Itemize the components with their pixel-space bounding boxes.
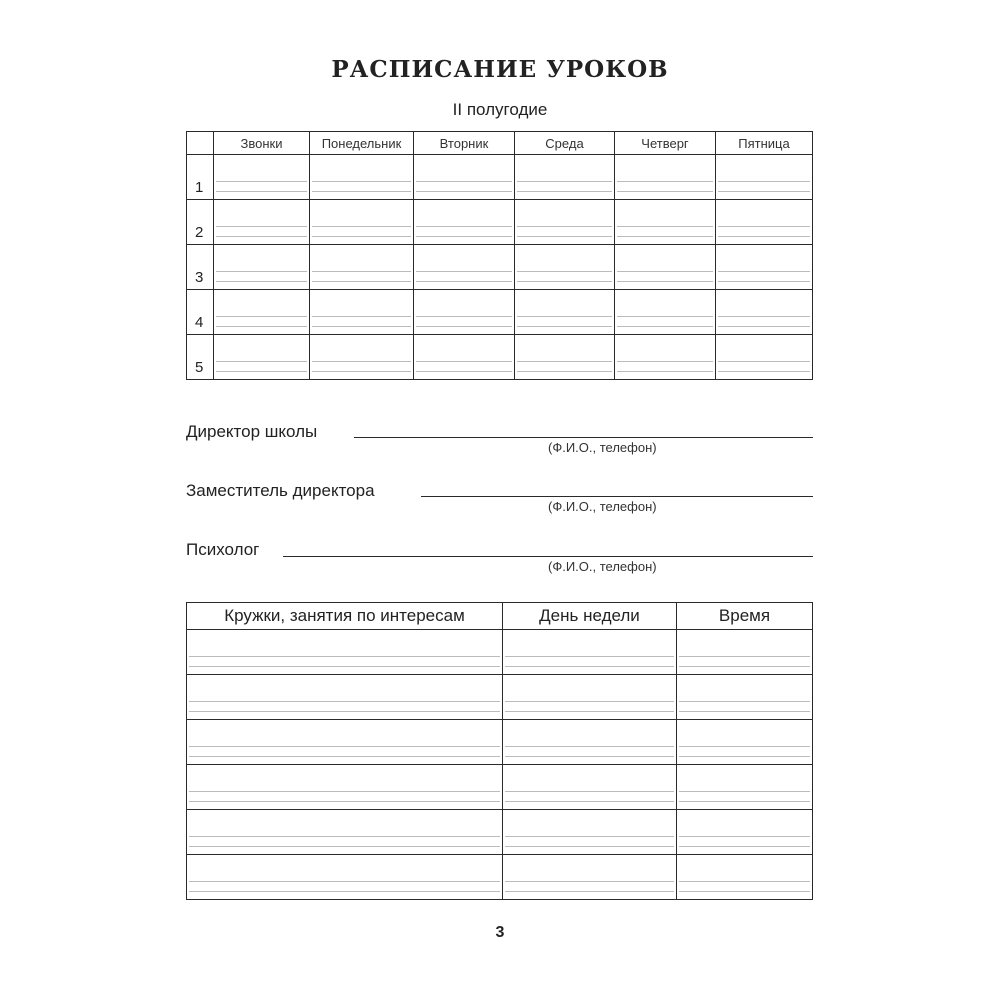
schedule-col-header: Пятница (716, 132, 813, 155)
schedule-cell[interactable] (615, 290, 716, 335)
schedule-row (187, 335, 813, 380)
clubs-cell[interactable] (677, 810, 813, 855)
lesson-number: 5 (187, 335, 214, 380)
signature-label-deputy: Заместитель директора (186, 481, 375, 500)
clubs-cell[interactable] (503, 675, 677, 720)
signature-line-director[interactable] (354, 437, 813, 438)
clubs-row (187, 810, 813, 855)
schedule-cell[interactable] (615, 200, 716, 245)
lesson-number: 1 (187, 155, 214, 200)
clubs-row (187, 630, 813, 675)
lesson-number: 2 (187, 200, 214, 245)
schedule-cell[interactable] (515, 290, 615, 335)
clubs-cell[interactable] (187, 810, 503, 855)
clubs-cell[interactable] (187, 720, 503, 765)
signature-line-psychologist[interactable] (283, 556, 813, 557)
schedule-cell[interactable] (716, 245, 813, 290)
schedule-row (187, 155, 813, 200)
clubs-row (187, 720, 813, 765)
clubs-cell[interactable] (677, 630, 813, 675)
signature-line-deputy[interactable] (421, 496, 813, 497)
lesson-number: 4 (187, 290, 214, 335)
schedule-col-header: Четверг (615, 132, 716, 155)
page-number: 3 (495, 924, 505, 941)
clubs-cell[interactable] (677, 765, 813, 810)
lesson-number: 3 (187, 245, 214, 290)
clubs-cell[interactable] (187, 765, 503, 810)
clubs-cell[interactable] (503, 630, 677, 675)
schedule-cell[interactable] (515, 155, 615, 200)
schedule-row (187, 245, 813, 290)
schedule-cell[interactable] (414, 290, 515, 335)
schedule-cell[interactable] (310, 155, 414, 200)
schedule-cell[interactable] (615, 245, 716, 290)
schedule-cell[interactable] (515, 245, 615, 290)
schedule-cell[interactable] (214, 245, 310, 290)
clubs-cell[interactable] (187, 855, 503, 900)
schedule-cell[interactable] (515, 335, 615, 380)
schedule-cell[interactable] (214, 200, 310, 245)
clubs-cell[interactable] (677, 720, 813, 765)
signature-hint: (Ф.И.О., телефон) (548, 440, 657, 455)
schedule-row (187, 200, 813, 245)
clubs-header-row (187, 603, 813, 630)
clubs-col-header: День недели (503, 603, 677, 630)
schedule-header-row (187, 132, 813, 155)
schedule-cell[interactable] (716, 335, 813, 380)
schedule-cell[interactable] (214, 335, 310, 380)
clubs-row (187, 765, 813, 810)
schedule-col-header: Вторник (414, 132, 515, 155)
page-title: РАСПИСАНИЕ УРОКОВ (331, 56, 669, 83)
clubs-row (187, 675, 813, 720)
clubs-cell[interactable] (187, 675, 503, 720)
schedule-col-header: Понедельник (310, 132, 414, 155)
schedule-cell[interactable] (414, 200, 515, 245)
clubs-cell[interactable] (503, 855, 677, 900)
clubs-cell[interactable] (503, 810, 677, 855)
schedule-col-header: Среда (515, 132, 615, 155)
schedule-cell[interactable] (615, 335, 716, 380)
signature-hint: (Ф.И.О., телефон) (548, 559, 657, 574)
signature-label-director: Директор школы (186, 422, 318, 441)
clubs-row (187, 855, 813, 900)
signature-label-psychologist: Психолог (186, 540, 260, 559)
page-subtitle: II полугодие (452, 100, 548, 119)
clubs-cell[interactable] (187, 630, 503, 675)
schedule-cell[interactable] (310, 335, 414, 380)
clubs-cell[interactable] (677, 675, 813, 720)
schedule-cell[interactable] (716, 290, 813, 335)
schedule-col-header: Звонки (214, 132, 310, 155)
clubs-col-header: Время (677, 603, 813, 630)
schedule-cell[interactable] (214, 155, 310, 200)
schedule-cell[interactable] (716, 200, 813, 245)
schedule-cell[interactable] (414, 245, 515, 290)
schedule-cell[interactable] (310, 200, 414, 245)
schedule-cell[interactable] (414, 155, 515, 200)
schedule-cell[interactable] (515, 200, 615, 245)
schedule-cell[interactable] (310, 245, 414, 290)
clubs-cell[interactable] (503, 720, 677, 765)
clubs-cell[interactable] (503, 765, 677, 810)
clubs-col-header: Кружки, занятия по интересам (187, 603, 503, 630)
schedule-corner-cell (187, 132, 214, 155)
clubs-cell[interactable] (677, 855, 813, 900)
schedule-row (187, 290, 813, 335)
schedule-cell[interactable] (414, 335, 515, 380)
lesson-schedule-table (186, 131, 813, 380)
schedule-cell[interactable] (214, 290, 310, 335)
schedule-cell[interactable] (310, 290, 414, 335)
signature-hint: (Ф.И.О., телефон) (548, 499, 657, 514)
clubs-table (186, 602, 813, 900)
schedule-cell[interactable] (716, 155, 813, 200)
schedule-cell[interactable] (615, 155, 716, 200)
